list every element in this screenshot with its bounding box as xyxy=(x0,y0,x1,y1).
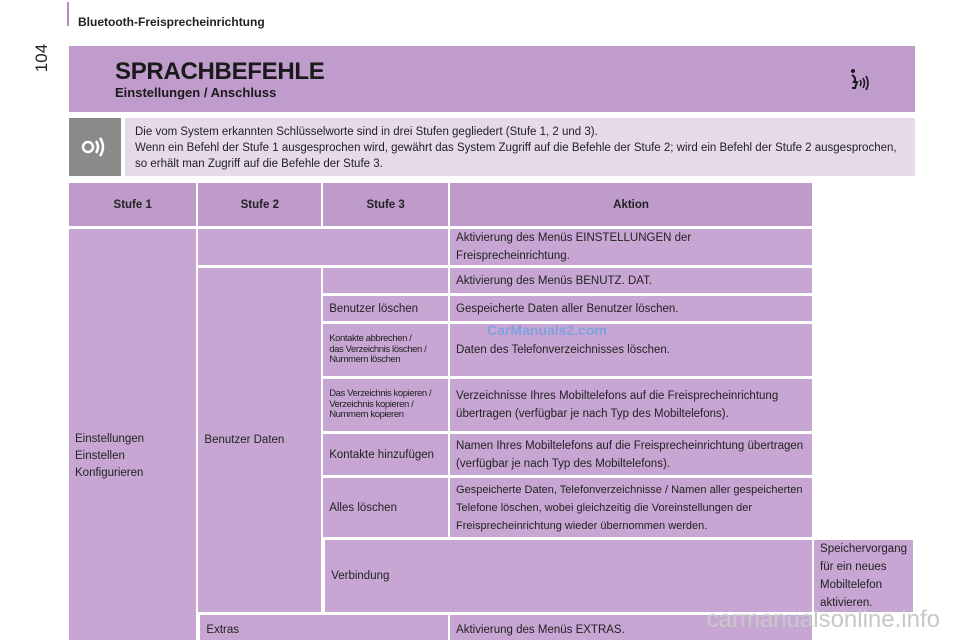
empty-cell xyxy=(198,229,450,268)
level1-cell xyxy=(69,229,198,640)
page-title: SPRACHBEFEHLE xyxy=(115,58,325,85)
action-cell: Verzeichnisse Ihres Mobiltelefons auf die Freisprecheinrichtung übertragen (verfügbar je nach Typ des Mobiltelefons). xyxy=(450,379,814,434)
action-cell: Daten des Telefonverzeichnisses löschen. xyxy=(450,324,814,379)
header-level-1: Stufe 1 xyxy=(69,183,198,229)
command-cell: Kontakte hinzufügen xyxy=(323,434,450,478)
command-line: Nummern kopieren xyxy=(329,409,404,421)
action-cell: Aktivierung des Menüs BENUTZ. DAT. xyxy=(450,268,814,296)
page-number: 104 xyxy=(32,43,52,73)
voice-command-icon xyxy=(845,66,875,96)
table-header-row xyxy=(69,183,915,229)
action-cell: Speichervorgang für ein neues Mobiltelefon aktivieren. xyxy=(814,540,915,615)
page-margin-bar xyxy=(67,2,69,26)
action-cell: Namen Ihres Mobiltelefons auf die Freisprecheinrichtung übertragen (verfügbar je nach Typ des Mobiltelefons). xyxy=(450,434,814,478)
empty-cell xyxy=(323,268,450,296)
intro-text xyxy=(125,118,915,176)
header-level-3: Stufe 3 xyxy=(323,183,450,229)
action-cell: Aktivierung des Menüs EINSTELLUNGEN der Freisprecheinrichtung. xyxy=(450,229,814,268)
section-title: Bluetooth-Freisprecheinrichtung xyxy=(78,15,265,29)
action-cell: Aktivierung des Menüs EXTRAS. xyxy=(450,615,814,640)
intro-icon-box xyxy=(69,118,121,176)
command-line: Kontakte abbrechen / xyxy=(329,333,412,345)
header-level-2: Stufe 2 xyxy=(198,183,323,229)
command-line: Nummern löschen xyxy=(329,354,401,366)
action-cell: Gespeicherte Daten, Telefonverzeichnisse / Namen aller gespeicherten Telefone löschen, wobei gleichzeitig die Voreinstellungen der Freisprecheinrichtung wieder übernommen werden. xyxy=(450,478,814,540)
speaker-sound-icon xyxy=(79,132,111,162)
footer-watermark: carmanualsonline.info xyxy=(706,606,940,633)
page-subtitle: Einstellungen / Anschluss xyxy=(115,85,277,100)
command-cell: Verbindung xyxy=(323,540,814,615)
command-cell: Extras xyxy=(198,615,450,640)
level1-line: Einstellungen xyxy=(75,433,145,445)
level1-line: Einstellen xyxy=(75,450,125,462)
watermark-overlay: CarManuals2.com xyxy=(487,322,607,338)
command-cell xyxy=(323,324,450,379)
command-cell xyxy=(323,379,450,434)
command-line: Das Verzeichnis kopieren / xyxy=(329,388,432,400)
user-data-cell: Benutzer Daten xyxy=(198,268,323,615)
header-action: Aktion xyxy=(450,183,814,229)
command-line: das Verzeichnis löschen / xyxy=(329,343,427,355)
action-cell: Gespeicherte Daten aller Benutzer löschen. xyxy=(450,296,814,324)
level1-line: Konfigurieren xyxy=(75,467,144,479)
command-cell: Alles löschen xyxy=(323,478,450,540)
voice-commands-table xyxy=(69,183,915,640)
command-line: Verzeichnis kopieren / xyxy=(329,398,414,410)
command-cell: Benutzer löschen xyxy=(323,296,450,324)
intro-line-1: Die vom System erkannten Schlüsselworte sind in drei Stufen gegliedert (Stufe 1, 2 und 3). xyxy=(135,126,598,138)
page-header xyxy=(69,46,915,112)
intro-line-2: Wenn ein Befehl der Stufe 1 ausgesprochen wird, gewährt das System Zugriff auf die Befehle der Stufe 2; wird ein Befehl der Stufe 2 ausgesprochen, so erhält man Zugriff auf die Befehle der Stufe 3. xyxy=(135,142,897,170)
table-row xyxy=(69,229,915,268)
